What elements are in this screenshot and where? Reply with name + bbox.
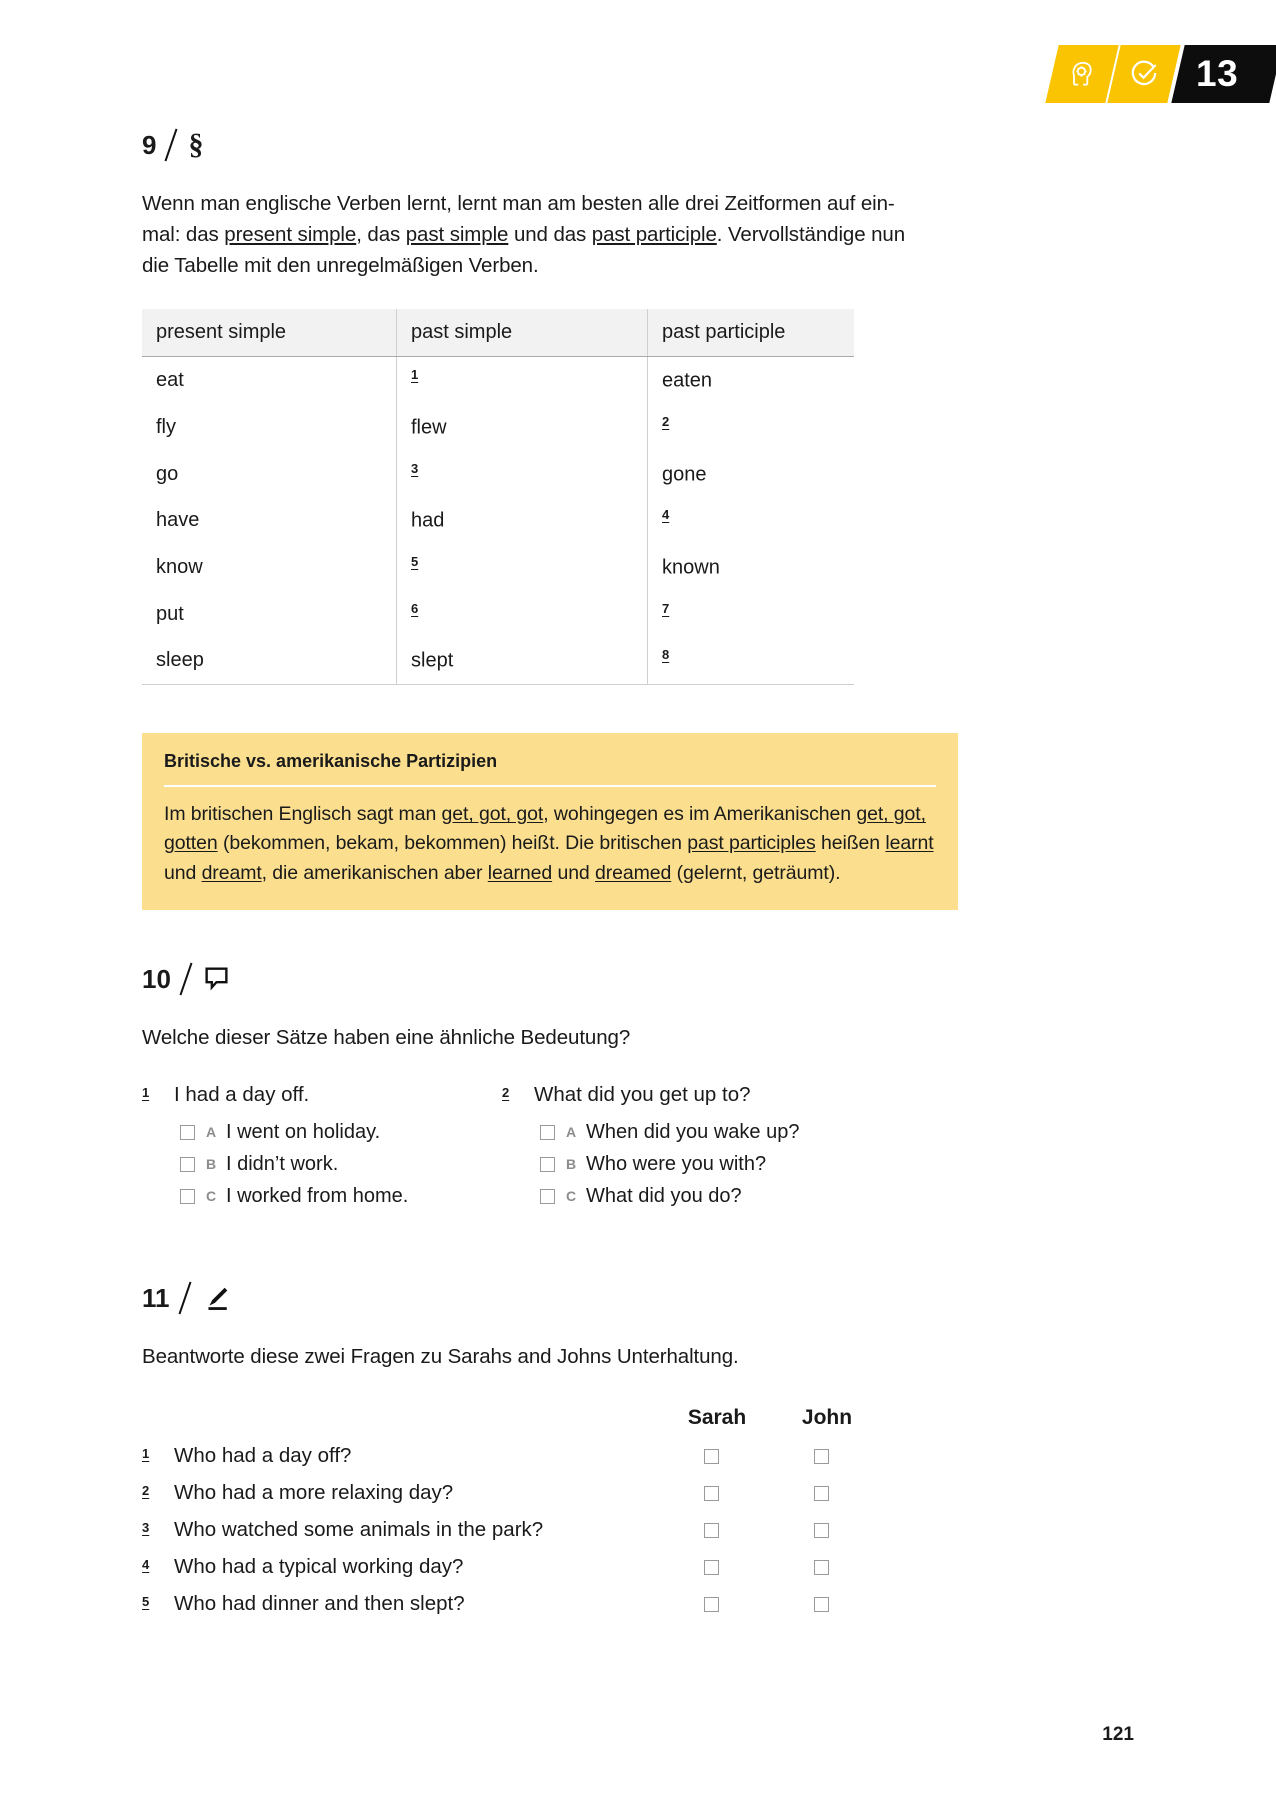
answer-question-1 (142, 1444, 662, 1468)
blank-number: 2 (662, 414, 670, 430)
cell-participle-text: eaten (662, 370, 713, 393)
answer-row-4 (142, 1555, 992, 1579)
info-term-get-got: get, got, (856, 803, 926, 826)
option-text: I worked from home. (226, 1184, 409, 1207)
checkbox-1c[interactable] (180, 1189, 195, 1204)
checkbox-sarah-5[interactable] (704, 1597, 719, 1612)
answer-question-4 (142, 1555, 662, 1579)
column-header-past-simple: past simple (397, 309, 648, 357)
intro-line-1: Wenn man englische Verben lernt, lernt man am besten alle drei Zeitformen auf ein- (142, 192, 895, 215)
blank-number: 8 (662, 647, 670, 663)
checkbox-sarah-4[interactable] (704, 1560, 719, 1575)
cell-past[interactable] (397, 544, 648, 591)
cell-participle[interactable] (648, 497, 855, 544)
info-box (142, 733, 958, 910)
heading-slash (165, 129, 178, 162)
option-2c[interactable] (540, 1185, 862, 1208)
info-p2: , wohingegen es im Amerikanischen (543, 803, 857, 826)
question-1-text: I had a day off. (174, 1082, 310, 1106)
table-row (142, 451, 854, 498)
cell-participle (648, 451, 855, 498)
verb-table-header-row (142, 309, 854, 357)
answer-cell-john-3[interactable] (772, 1523, 882, 1538)
pencil-icon (202, 1282, 230, 1314)
option-letter: C (206, 1188, 217, 1205)
exercise-9-heading (142, 128, 992, 162)
answer-text-2: Who had a more relaxing day? (174, 1481, 454, 1505)
table-row (142, 591, 854, 638)
blank-number: 6 (411, 600, 419, 616)
info-p4: heißen (815, 832, 881, 855)
answer-index-5: 5 (142, 1594, 150, 1610)
cell-participle-text: gone (662, 463, 707, 486)
blank-number: 1 (411, 367, 419, 383)
question-block-1 (142, 1083, 502, 1217)
option-text: I went on holiday. (226, 1120, 381, 1143)
answer-question-3 (142, 1518, 662, 1542)
exercise-10-number: 10 (142, 963, 171, 994)
answer-text-4: Who had a typical working day? (174, 1555, 464, 1579)
info-term-get-got-got: get, got, got (441, 803, 544, 826)
info-p1: Im britischen Englisch sagt man (164, 803, 442, 826)
column-header-sarah: Sarah (687, 1406, 747, 1430)
question-2-index: 2 (502, 1084, 510, 1100)
answer-cell-john-4[interactable] (772, 1560, 882, 1575)
cell-past-text: flew (411, 416, 447, 439)
cell-participle-text: known (662, 556, 720, 579)
question-1-heading (142, 1083, 502, 1107)
option-1c[interactable] (180, 1185, 502, 1208)
answer-row-2 (142, 1481, 992, 1505)
info-box-title: Britische vs. amerikanische Partizipien (164, 751, 936, 787)
answer-cell-john-2[interactable] (772, 1486, 882, 1501)
cell-present: have (142, 497, 397, 544)
page-number: 121 (1102, 1724, 1134, 1745)
answer-index-3: 3 (142, 1520, 150, 1536)
cell-past-text: had (411, 510, 445, 533)
cell-participle[interactable] (648, 637, 855, 684)
exercise-10-heading (142, 962, 992, 996)
cell-present: put (142, 591, 397, 638)
exercise-10-prompt: Welche dieser Sätze haben eine ähnliche Bedeutung? (142, 1025, 631, 1049)
table-row (142, 637, 854, 684)
term-past-simple: past simple (405, 223, 509, 247)
info-p8: (gelernt, geträumt). (671, 861, 841, 884)
cell-past-text: slept (411, 650, 454, 673)
exercise-9 (142, 0, 992, 910)
exercise-9-intro (142, 188, 992, 281)
info-term-dreamt: dreamt (201, 861, 262, 884)
answer-question-5 (142, 1592, 662, 1616)
answer-grid-header-spacer (142, 1406, 662, 1430)
option-letter: C (566, 1188, 577, 1205)
answer-row-1 (142, 1444, 992, 1468)
info-p6: , die amerikanischen aber (261, 861, 488, 884)
column-header-john: John (801, 1406, 853, 1430)
cell-participle (648, 544, 855, 591)
column-header-present-simple: present simple (142, 309, 397, 357)
cell-past[interactable] (397, 357, 648, 404)
exercise-10 (142, 962, 992, 1217)
answer-row-3 (142, 1518, 992, 1542)
checkbox-sarah-2[interactable] (704, 1486, 719, 1501)
paragraph-icon (188, 129, 203, 161)
answer-text-5: Who had dinner and then slept? (174, 1592, 465, 1616)
cell-present: eat (142, 357, 397, 404)
blank-number: 7 (662, 600, 670, 616)
answer-cell-john-1[interactable] (772, 1449, 882, 1464)
cell-participle[interactable] (648, 404, 855, 451)
info-term-dreamed: dreamed (595, 861, 672, 884)
table-row (142, 544, 854, 591)
checkbox-john-1[interactable] (814, 1449, 829, 1464)
blank-number: 5 (411, 554, 419, 570)
question-1-options (142, 1121, 502, 1208)
exercise-11 (142, 1281, 992, 1616)
column-header-past-participle: past participle (648, 309, 855, 357)
option-letter: B (206, 1156, 217, 1173)
exercise-10-questions (142, 1083, 992, 1217)
verb-table (142, 309, 854, 685)
option-1a[interactable] (180, 1121, 502, 1144)
cell-past (397, 637, 648, 684)
checkbox-john-3[interactable] (814, 1523, 829, 1538)
info-p5: und (164, 861, 202, 884)
info-term-learnt: learnt (885, 832, 934, 855)
heading-slash (179, 962, 192, 995)
answer-cell-sarah-3[interactable] (662, 1523, 772, 1538)
question-2-text: What did you get up to? (534, 1082, 751, 1106)
table-row (142, 497, 854, 544)
blank-number: 4 (662, 507, 670, 523)
table-row (142, 357, 854, 404)
option-letter: A (206, 1124, 217, 1141)
paragraph-glyph: § (188, 128, 204, 161)
intro-line-2b: , das (356, 223, 406, 247)
answer-cell-sarah-4[interactable] (662, 1560, 772, 1575)
option-2a[interactable] (540, 1121, 862, 1144)
cell-participle (648, 357, 855, 404)
speech-bubble-icon (203, 963, 230, 995)
answer-index-4: 4 (142, 1557, 150, 1573)
answer-question-2 (142, 1481, 662, 1505)
answer-cell-sarah-5[interactable] (662, 1597, 772, 1612)
cell-present: go (142, 451, 397, 498)
question-2-options (502, 1121, 862, 1208)
answer-index-1: 1 (142, 1446, 150, 1462)
heading-slash (178, 1282, 191, 1315)
option-1b[interactable] (180, 1153, 502, 1176)
intro-line-2a: mal: das (142, 223, 225, 247)
option-2b[interactable] (540, 1153, 862, 1176)
checkbox-2a[interactable] (540, 1125, 555, 1140)
exercise-11-heading (142, 1281, 992, 1315)
info-term-past-participles: past participles (687, 832, 816, 855)
option-letter: A (566, 1124, 577, 1141)
question-1-index: 1 (142, 1084, 150, 1100)
table-row (142, 404, 854, 451)
exercise-11-answer-grid (142, 1406, 992, 1616)
verb-table-body (142, 357, 854, 685)
cell-present: know (142, 544, 397, 591)
option-letter: B (566, 1156, 577, 1173)
intro-line-2c: und das (508, 223, 592, 247)
checkbox-sarah-3[interactable] (704, 1523, 719, 1538)
term-present-simple: present simple (224, 223, 357, 247)
checkbox-john-2[interactable] (814, 1486, 829, 1501)
option-text: When did you wake up? (586, 1120, 800, 1143)
info-term-learned: learned (487, 861, 553, 884)
intro-line-2d: . Vervollständige nun (716, 223, 906, 247)
cell-past[interactable] (397, 591, 648, 638)
cell-past (397, 497, 648, 544)
cell-present: sleep (142, 637, 397, 684)
exercise-9-number: 9 (142, 130, 157, 160)
answer-index-2: 2 (142, 1483, 150, 1499)
checkbox-1b[interactable] (180, 1157, 195, 1172)
term-past-participle: past participle (591, 223, 717, 247)
option-text: What did you do? (586, 1184, 742, 1207)
exercise-11-number: 11 (142, 1282, 170, 1313)
answer-grid-header (142, 1406, 992, 1430)
checkbox-2c[interactable] (540, 1189, 555, 1204)
info-term-gotten: gotten (164, 832, 218, 855)
brain-gear-icon (1045, 45, 1118, 103)
cell-present: fly (142, 404, 397, 451)
chapter-number-text: 13 (1195, 53, 1239, 94)
info-p7: und (552, 861, 595, 884)
info-box-body (164, 787, 936, 888)
target-check-icon (1107, 45, 1180, 103)
option-text: Who were you with? (586, 1152, 767, 1175)
blank-number: 3 (411, 460, 419, 476)
question-2-heading (502, 1083, 862, 1107)
intro-line-3: die Tabelle mit den unregelmäßigen Verben. (142, 254, 539, 278)
page-content (142, 0, 992, 1629)
answer-cell-sarah-2[interactable] (662, 1486, 772, 1501)
question-block-2 (502, 1083, 862, 1217)
checkbox-1a[interactable] (180, 1125, 195, 1140)
answer-cell-john-5[interactable] (772, 1597, 882, 1612)
checkbox-2b[interactable] (540, 1157, 555, 1172)
cell-past (397, 404, 648, 451)
cell-participle[interactable] (648, 591, 855, 638)
answer-cell-sarah-1[interactable] (662, 1449, 772, 1464)
option-text: I didn’t work. (226, 1152, 339, 1175)
cell-past[interactable] (397, 451, 648, 498)
chapter-number (1171, 45, 1276, 103)
answer-row-5 (142, 1592, 992, 1616)
checkbox-john-4[interactable] (814, 1560, 829, 1575)
answer-text-3: Who watched some animals in the park? (174, 1518, 544, 1542)
info-p3: (bekommen, bekam, bekommen) heißt. Die britischen (217, 832, 688, 855)
chapter-tab-group (1052, 45, 1276, 103)
exercise-11-prompt: Beantworte diese zwei Fragen zu Sarahs and Johns Unterhaltung. (142, 1344, 739, 1368)
checkbox-sarah-1[interactable] (704, 1449, 719, 1464)
answer-text-1: Who had a day off? (174, 1444, 352, 1468)
checkbox-john-5[interactable] (814, 1597, 829, 1612)
